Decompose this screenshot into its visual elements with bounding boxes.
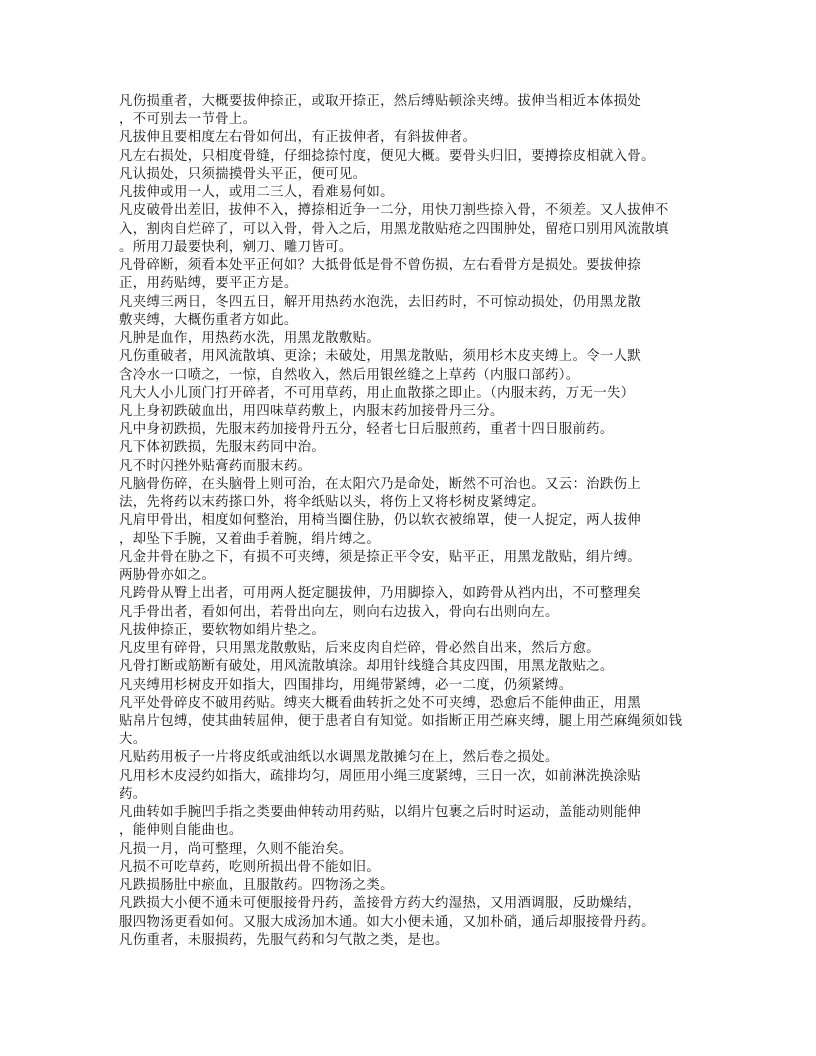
text-line: ，能伸则自能曲也。 bbox=[119, 823, 243, 839]
text-line: 凡拔伸且要相度左右骨如何出，有正拔伸者，有斜拔伸者。 bbox=[119, 130, 477, 146]
text-line: 凡夹缚三两日，冬四五日，解开用热药水泡洗，去旧药时，不可惊动损处，仍用黑龙散 bbox=[119, 294, 642, 310]
text-line: 凡中身初跌损，先服末药加接骨丹五分，轻者七日后服煎药，重者十四日服前药。 bbox=[119, 422, 614, 438]
text-line: ，不可别去一节骨上。 bbox=[119, 112, 257, 128]
text-line: 凡不时闪挫外贴膏药而服末药。 bbox=[119, 458, 312, 474]
text-line: 大。 bbox=[119, 732, 147, 748]
text-line: 凡骨打断或筋断有破处，用风流散填涂。却用针线缝合其皮四围，用黑龙散贴之。 bbox=[119, 659, 614, 675]
text-line: 贴帛片包缚，使其曲转屈伸，便于患者自有知觉。如指断正用苎麻夹缚，腿上用苎麻绳须如钱 bbox=[119, 713, 683, 729]
text-line: 。所用刀最要快利，剜刀、雕刀皆可。 bbox=[119, 239, 353, 255]
text-line: 凡认损处，只须揣摸骨头平正，便可见。 bbox=[119, 166, 367, 182]
text-line: ，却坠下手腕，又着曲手着腕，绢片缚之。 bbox=[119, 531, 381, 547]
text-line: 凡跌损肠肚中瘀血，且服散药。四物汤之类。 bbox=[119, 878, 394, 894]
text-line: 凡肿是血作，用热药水洗，用黑龙散敷贴。 bbox=[119, 331, 381, 347]
text-line: 凡拔伸或用一人，或用二三人，看难易何如。 bbox=[119, 185, 394, 201]
text-line: 凡跨骨从臀上出者，可用两人挺定腿拔伸，乃用脚捺入，如跨骨从裆内出，不可整理矣 bbox=[119, 586, 642, 602]
text-line: 服四物汤更看如何。又服大成汤加木通。如大小便未通，又加朴硝，通后却服接骨丹药。 bbox=[119, 914, 655, 930]
text-line: 凡下体初跌损，先服末药同中治。 bbox=[119, 440, 326, 456]
text-line: 凡用杉木皮浸约如指大，疏排均匀，周匝用小绳三度紧缚，三日一次，如前淋洗换涂贴 bbox=[119, 768, 642, 784]
text-line: 凡皮破骨出差旧，拔伸不入，撙捺相近争一二分，用快刀割些捺入骨，不须差。又人拔伸不 bbox=[119, 203, 669, 219]
text-line: 凡金井骨在胁之下，有损不可夹缚，须是捺正平令安，贴平正，用黑龙散贴，绢片缚。 bbox=[119, 549, 642, 565]
text-line: 凡大人小儿顶门打开碎者，不可用草药，用止血散搽之即止。（内服末药，万无一失） bbox=[119, 385, 635, 401]
text-line: 凡伤损重者，大概要拔伸捺正，或取开捺正，然后缚贴顿涂夹缚。拔伸当相近本体损处 bbox=[119, 94, 642, 109]
text-line: 入，割肉自烂碎了，可以入骨，骨入之后，用黑龙散贴疮之四围肿处，留疮口别用风流散填 bbox=[119, 221, 669, 237]
text-line: 法，先将药以末药搽口外，将伞纸贴以头，将伤上又将杉树皮紧缚定。 bbox=[119, 495, 545, 511]
text-line: 药。 bbox=[119, 786, 147, 802]
text-line: 凡跌损大小便不通未可便服接骨丹药，盖接骨方药大约湿热，又用酒调服，反助燥结， bbox=[119, 896, 642, 912]
text-line: 凡拔伸捺正，要软物如绢片垫之。 bbox=[119, 622, 326, 638]
text-line: 凡伤重者，未服损药，先服气药和匀气散之类，是也。 bbox=[119, 932, 449, 948]
text-line: 凡损不可吃草药，吃则所损出骨不能如旧。 bbox=[119, 859, 381, 875]
document-body bbox=[119, 93, 699, 950]
text-line: 凡手骨出者，看如何出，若骨出向左，则向右边拔入，骨向右出则向左。 bbox=[119, 604, 559, 620]
text-line: 凡上身初跌破血出，用四味草药敷上，内服末药加接骨丹三分。 bbox=[119, 403, 504, 419]
text-line: 凡左右损处，只相度骨缝，仔细捻捺忖度，便见大概。要骨头归旧，要撙捺皮相就入骨。 bbox=[119, 148, 655, 164]
text-line: 凡脑骨伤碎，在头脑骨上则可治，在太阳穴乃是命处，断然不可治也。又云：治跌伤上 bbox=[119, 476, 642, 492]
text-line: 凡骨碎断，须看本处平正何如？大抵骨低是骨不曾伤损，左右看骨方是损处。要拔伸捺 bbox=[119, 258, 642, 274]
text-line: 凡肩甲骨出，相度如何整治，用椅当圈住胁，仍以软衣被绵罩，使一人捉定，两人拔伸 bbox=[119, 513, 642, 529]
text-line: 凡损一月，尚可整理，久则不能治矣。 bbox=[119, 841, 353, 857]
text-line: 凡伤重破者，用风流散填、更涂；未破处，用黑龙散贴，须用杉木皮夹缚上。令一人默 bbox=[119, 349, 642, 365]
text-line: 含冷水一口喷之，一惊，自然收入，然后用银丝缝之上草药（内服口部药）。 bbox=[119, 367, 580, 383]
text-line: 敷夹缚，大概伤重者方如此。 bbox=[119, 312, 298, 328]
text-line: 凡平处骨碎皮不破用药贴。缚夹大概看曲转折之处不可夹缚，恐愈后不能伸曲正，用黑 bbox=[119, 695, 642, 711]
text-line: 凡夹缚用杉树皮开如指大，四围排均，用绳带紧缚，必一二度，仍须紧缚。 bbox=[119, 677, 573, 693]
text-line: 凡曲转如手腕凹手指之类要曲伸转动用药贴，以绢片包裹之后时时运动，盖能动则能伸 bbox=[119, 805, 642, 821]
text-line: 正，用药贴缚，要平正方是。 bbox=[119, 276, 298, 292]
text-line: 两胁骨亦如之。 bbox=[119, 568, 216, 584]
text-line: 凡贴药用板子一片将皮纸或油纸以水调黑龙散摊匀在上，然后卷之损处。 bbox=[119, 750, 559, 766]
text-line: 凡皮里有碎骨，只用黑龙散敷贴，后来皮肉自烂碎，骨必然自出来，然后方愈。 bbox=[119, 641, 600, 657]
